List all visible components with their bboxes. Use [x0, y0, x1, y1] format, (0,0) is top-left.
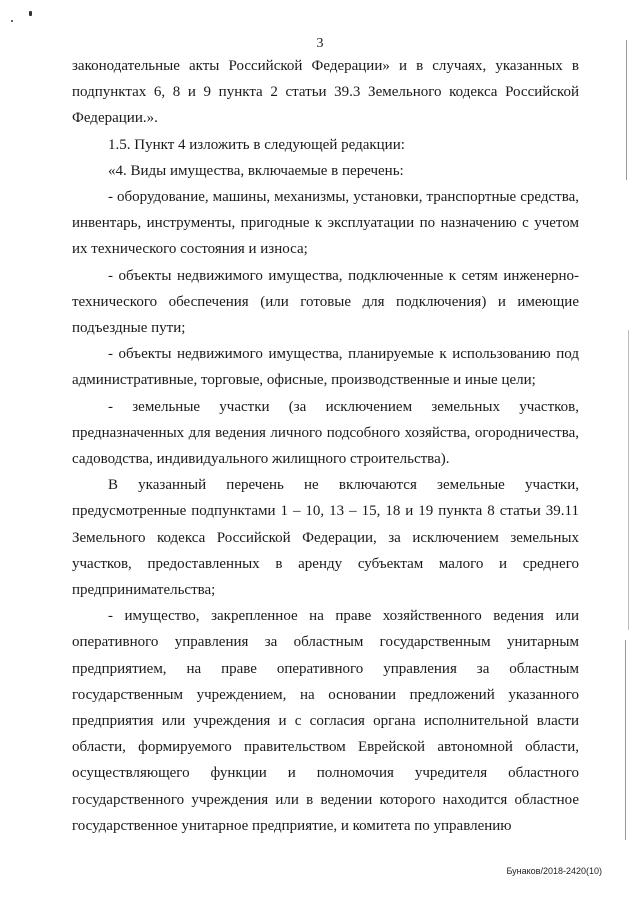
scan-edge-line	[625, 640, 626, 840]
document-footer-code: Бунаков/2018-2420(10)	[506, 866, 602, 876]
paragraph: законодательные акты Российской Федерации» и в случаях, указанных в подпунктах 6, 8 и 9 пункта 2 статьи 39.3 Земельного кодекса Российской Федерации.».	[72, 58, 579, 127]
list-item: - объекты недвижимого имущества, планируемые к использованию под административные, торговые, офисные, производственные и иные цели;	[72, 346, 579, 389]
paragraph: 1.5. Пункт 4 изложить в следующей редакции:	[108, 136, 405, 153]
list-item: - оборудование, машины, механизмы, установки, транспортные средства, инвентарь, инструменты, пригодные к эксплуатации по назначению с учетом их технического состояния и износа;	[72, 189, 579, 258]
paragraph: В указанный перечень не включаются земельные участки, предусмотренные подпунктами 1 – 10, 13 – 15, 18 и 19 пункта 8 статьи 39.11 Земельного кодекса Российской Федерации, за исключением земельных участков, предоставленных в аренду субъектам малого и среднего предпринимательства;	[72, 477, 579, 599]
scan-speck	[29, 11, 32, 16]
page-number: 3	[316, 36, 324, 51]
scan-edge-line	[626, 40, 627, 180]
list-item: - объекты недвижимого имущества, подключенные к сетям инженерно-технического обеспечения (или готовые для подключения) и имеющие подъездные пути;	[72, 267, 579, 337]
paragraph: «4. Виды имущества, включаемые в перечень:	[108, 162, 404, 179]
list-item: - земельные участки (за исключением земельных участков, предназначенных для ведения личного подсобного хозяйства, огородничества, садоводства, индивидуального жилищного строительства).	[72, 398, 579, 468]
scan-edge-line	[628, 330, 629, 630]
scan-speck	[11, 20, 13, 22]
list-item: - имущество, закрепленное на праве хозяйственного ведения или оперативного управления за областным государственным унитарным предприятием, на праве оперативного управления за областным государственным учреждением, на основании предложений указанного предприятия или учреждения и с согласия органа исполнительной власти области, формируемого правительством Еврейской автономной области, осуществляющего функции и полномочия учредителя областного государственного учреждения или в ведении которого находится областное государственное унитарное предприятие, и комитета по управлению	[72, 608, 579, 834]
document-body	[72, 53, 579, 839]
